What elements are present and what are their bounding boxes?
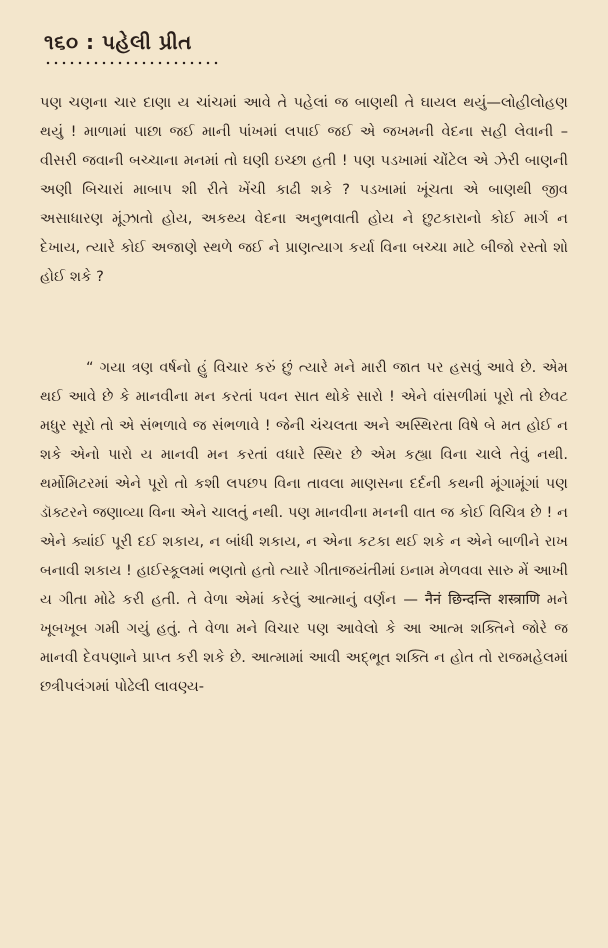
running-header: [44, 28, 568, 56]
paragraph-1: પણ ચણના ચાર દાણા ય ચાંચમાં આવે તે પહેલાં જ બાણથી તે ઘાયલ થયું—લોહીલોહણ થયું ! માળામાં પાછા જઈ માની પાંખમાં લપાઈ જઈ એ જખમની વેદના સહી લેવાની – વીસરી જવાની બચ્ચાના મનમાં તો ઘણી ઇચ્છા હતી ! પણ પડખામાં ચોંટેલ એ ઝેરી બાણની અણી બિચારાં માબાપ શી રીતે ખેંચી કાઢી શકે ? પડખામાં ખૂંચતા એ બાણથી જીવ અસાધારણ મૂંઝાતો હોય, અકથ્ય વેદના અનુભવાતી હોય ને છુટકારાનો કોઈ માર્ગ ન દેખાય, ત્યારે કોઈ અજાણે સ્થળે જઈ ને પ્રાણત્યાગ કર્યા વિના બચ્ચા માટે બીજો રસ્તો શો હોઈ શકે ?: [40, 94, 568, 285]
header-separator: :: [86, 30, 95, 54]
paragraph-2: “ ગયા ત્રણ વર્ષનો હું વિચાર કરું છું ત્યારે મને મારી જાત પર હસવું આવે છે. એમ થઈ આવે છે કે માનવીના મન કરતાં પવન સાત થોકે સારો ! એને વાંસળીમાં પૂરો તો છેવટ મધુર સૂરો તો એ સંભળાવે જ સંભળાવે ! જેની ચંચલતા અને અસ્થિરતા વિષે બે મત હોઈ ન શકે એનો પારો ય માનવી મન કરતાં વધારે સ્થિર છે એમ કહ્યા વિના ચાલે તેવું નથી. થર્મોમિટરમાં એને પૂરો તો કશી લપછપ વિના તાવલા માણસના દર્દની કથની મૂંગામૂંગાં પણ ડૉક્ટરને જણાવ્યા વિના એને ચાલતું નથી. પણ માનવીના મનની વાત જ કોઈ વિચિત્ર છે ! ન એને ક્યાંઈ પૂરી દઈ શકાય, ન બાંધી શકાય, ન એના કટકા થઈ શકે ન એને બાળીને રાખ બનાવી શકાય ! હાઈસ્કૂલમાં ભણતો હતો ત્યારે ગીતાજયંતીમાં ઇનામ મેળવવા સારુ મેં આખી ય ગીતા મોઢે કરી હતી. તે વેળા એમાં કરેલું આત્માનું વર્ણન — नैनं छिन्दन्ति शस्त्राणि મને ખૂબખૂબ ગમી ગયું હતું. તે વેળા મને વિચાર પણ આવેલો કે આ આત્મ શક્તિને જોરે જ માનવી દેવપણાને પ્રાપ્ત કરી શકે છે. આત્મામાં આવી અદ્ભૂત શક્તિ ન હોત તો રાજમહેલમાં છત્રીપલંગમાં પોઢેલી લાવણ્ય-: [40, 359, 568, 695]
page-number: ૧૬૦: [44, 30, 79, 54]
chapter-title: પહેલી પ્રીત: [101, 30, 192, 54]
dotted-rule: [44, 60, 220, 66]
